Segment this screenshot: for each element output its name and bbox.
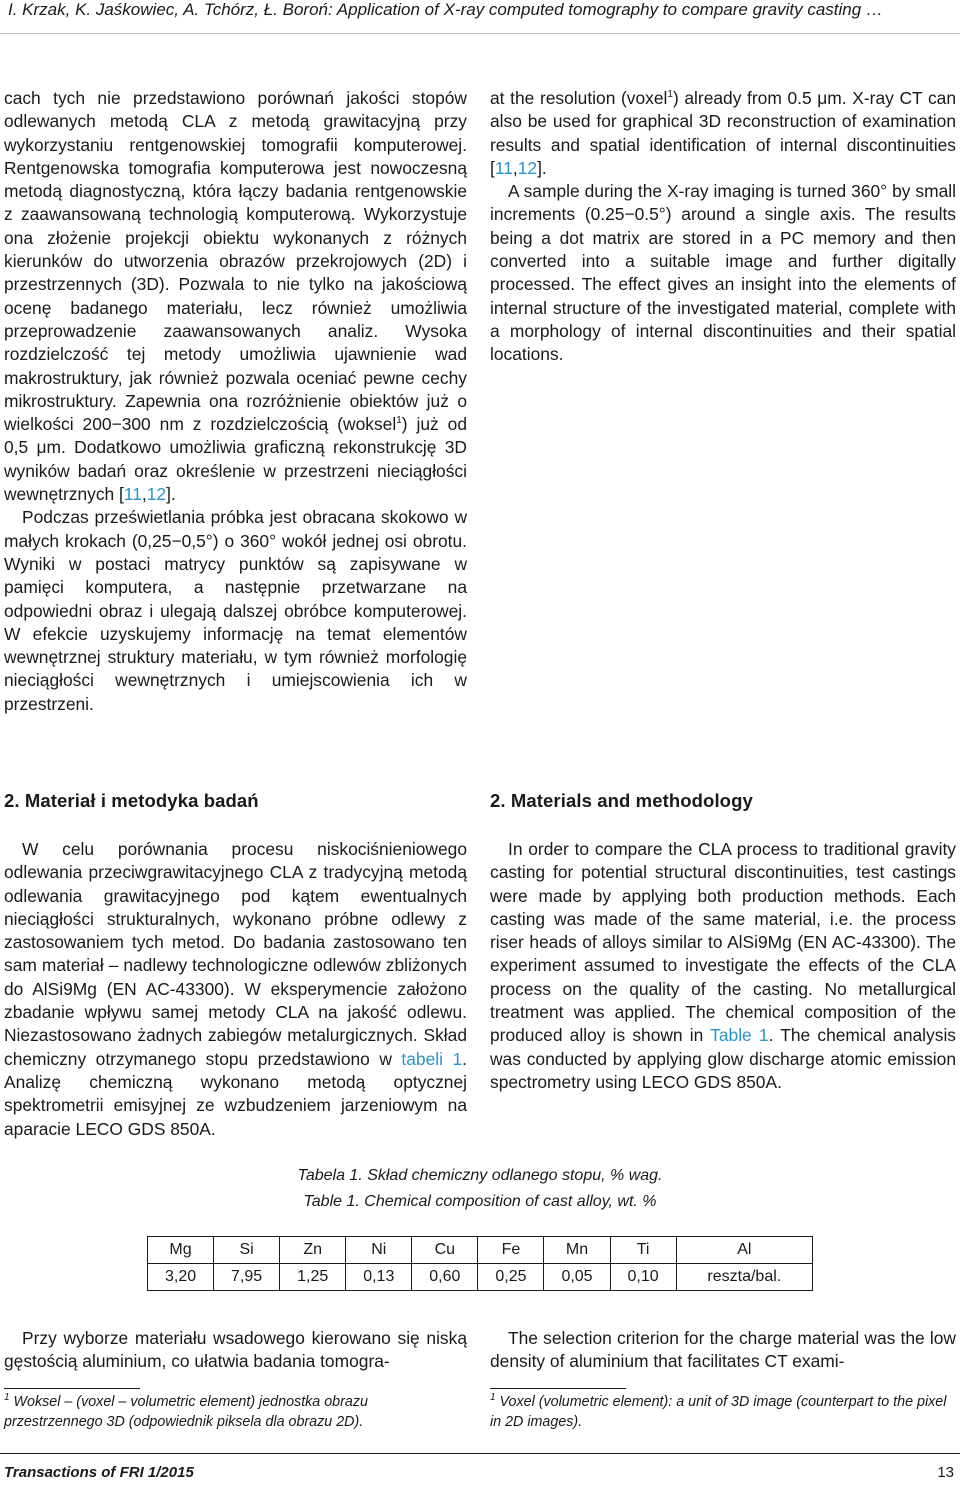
footnote-marker: 1 — [667, 89, 673, 101]
table-header-cell: Ti — [610, 1237, 676, 1264]
footnote-en-text: Voxel (volumetric element): a unit of 3D image (counterpart to the pixel in 2D images). — [490, 1394, 947, 1430]
table-header-cell: Al — [676, 1237, 812, 1264]
footnote-en — [490, 1393, 956, 1432]
section2-pl-text-b: . Analizę chemiczną wykonano metodą optycznej spektrometrii emisyjnej ze wzbudzeniem jarzeniowym na aparacie LECO GDS 850A. — [4, 1048, 468, 1139]
intro-pl-paragraph-1 — [4, 87, 467, 506]
section2-en-text-b: . The chemical analysis was conducted by applying glow discharge atomic emission spectrometry using LECO GDS 850A. — [490, 1025, 957, 1092]
intro-polish-column — [4, 87, 467, 716]
table-1-link-pl[interactable]: tabeli 1 — [401, 1048, 463, 1069]
table-cell: 3,20 — [148, 1264, 214, 1291]
table-cell: 0,05 — [544, 1264, 610, 1291]
section-heading-pl: 2. Materiał i metodyka badań — [4, 790, 259, 811]
page-number: 13 — [937, 1464, 954, 1481]
citation-separator: , — [512, 157, 518, 178]
footnote-mark-en: 1 — [490, 1392, 496, 1404]
after-table-en-paragraph: The selection criterion for the charge material was the low density of aluminium that facilitates CT exami- — [490, 1328, 956, 1372]
section2-en-text: In order to compare the CLA process to traditional gravity casting for potential structural discontinuities, test castings were made by applying both production methods. Each casting was made of the same material, i.e. the process riser heads of alloys similar to AlSi9Mg (EN AC-43300). The experiment assumed to investigate the effects of the CLA process on the quality of the casting. No metallurgical treatment was applied. The chemical composition of the produced alloy is shown in — [490, 839, 956, 1046]
table-cell: 0,13 — [346, 1264, 412, 1291]
table-header-cell: Si — [214, 1237, 280, 1264]
table-cell: 0,60 — [412, 1264, 478, 1291]
intro-en-text-c: ]. — [537, 157, 547, 178]
intro-en-text: at the resolution (voxel — [490, 88, 668, 108]
citation-link-11[interactable]: 11 — [123, 484, 142, 505]
table-cell: 7,95 — [214, 1264, 280, 1291]
table-cell: 1,25 — [280, 1264, 346, 1291]
table-caption-pl: Tabela 1. Skład chemiczny odlanego stopu, % wag. — [297, 1167, 663, 1184]
section2-en-paragraph — [490, 838, 956, 1094]
footnote-rule-pl — [4, 1388, 140, 1389]
citation-separator: , — [141, 484, 147, 505]
after-table-english — [490, 1327, 956, 1374]
table-cell: 0,25 — [478, 1264, 544, 1291]
intro-pl-text: cach tych nie przedstawiono porównań jakości stopów odlewanych metodą CLA z metodą grawitacyjną przy wykorzystaniu rentgenowskiej tomografii komputerowej. Rentgenowska tomografia komputerowa jest nowoczesną metodą diagnostyczną, która łączy badania rentgenowskie z zaawansowaną technologią komputerową. Wykorzystuje ona złożenie projekcji obiektu wykonanych z różnych kierunków do utworzenia obrazów przekrojowych (2D) i przestrzennych (3D). Pozwala to nie tylko na jakościową ocenę badanego materiału, lecz również umożliwia przeprowadzenie zaawansowanych analiz. Wysoka rozdzielczość tej metody umożliwia ujawnienie wad makrostruktury, jak również pozwala oceniać pewne cechy mikrostruktury. Zapewnia ona rozróżnienie obiektów już o wielkości 200−300 nm z rozdzielczością (woksel — [4, 88, 467, 435]
section2-pl-paragraph — [4, 838, 467, 1141]
table-1-link-en[interactable]: Table 1 — [710, 1025, 769, 1046]
citation-link-12[interactable]: 12 — [146, 484, 167, 505]
table-header-cell: Ni — [346, 1237, 412, 1264]
after-table-pl-paragraph: Przy wyborze materiału wsadowego kierowano się niską gęstością aluminium, co ułatwia badania tomogra- — [4, 1328, 467, 1372]
table-header-row — [148, 1237, 813, 1264]
intro-en-paragraph-1 — [490, 87, 956, 180]
intro-pl-text-c: ]. — [166, 484, 176, 505]
section-heading-en: 2. Materials and methodology — [490, 790, 753, 811]
table-header-cell: Mn — [544, 1237, 610, 1264]
intro-en-text-b: ) already from 0.5 μm. X-ray CT can also be used for graphical 3D reconstruction of examination results and spatial identification of internal discontinuities [ — [490, 88, 956, 178]
footnote-mark-pl: 1 — [4, 1392, 10, 1404]
footer-rule — [0, 1453, 960, 1454]
footnote-pl — [4, 1393, 467, 1432]
table-header-cell: Cu — [412, 1237, 478, 1264]
chemical-composition-table — [147, 1236, 813, 1291]
footnote-marker: 1 — [396, 415, 402, 427]
table-row — [148, 1264, 813, 1291]
table-cell: reszta/bal. — [676, 1264, 812, 1291]
journal-name: Transactions of FRI 1/2015 — [4, 1464, 194, 1481]
citation-link-11[interactable]: 11 — [494, 157, 513, 178]
section2-pl-text: W celu porównania procesu niskociśnieniowego odlewania przeciwgrawitacyjnego CLA z tradycyjną metodą odlewania grawitacyjnego pod kątem ewentualnych nieciągłości strukturalnych, wykonano próbne odlewy z zastosowaniem tych metod. Do badania zastosowano ten sam materiał – nadlewy technologiczne odlewów zbliżonych do AlSi9Mg (EN AC-43300). W eksperymencie założono zbadanie wpływu samej metody CLA na jakość odlewu. Niezastosowano żadnych zabiegów metalurgicznych. Skład chemiczny otrzymanego stopu przedstawiono w — [4, 839, 467, 1069]
citation-link-12[interactable]: 12 — [517, 157, 538, 178]
running-header — [0, 0, 960, 34]
table-header-cell: Fe — [478, 1237, 544, 1264]
table-header-cell: Zn — [280, 1237, 346, 1264]
footnote-rule-en — [490, 1388, 626, 1389]
intro-pl-text-b: ) już od 0,5 μm. Dodatkowo umożliwia graficzną rekonstrukcję 3D wyników badań oraz określenie w przestrzeni nieciągłości wewnętrznych [ — [4, 414, 467, 505]
section2-polish-column — [4, 838, 467, 1141]
section2-english-column — [490, 838, 956, 1094]
intro-english-column — [490, 87, 956, 367]
intro-en-paragraph-2: A sample during the X-ray imaging is turned 360° by small increments (0.25−0.5°) around a single axis. The results being a dot matrix are stored in a PC memory and then converted into a suitable image and further digitally processed. The effect gives an insight into the elements of internal structure of the investigated material, complete with a morphology of internal discontinuities and their spatial locations. — [490, 181, 956, 365]
table-cell: 0,10 — [610, 1264, 676, 1291]
table-caption-en: Table 1. Chemical composition of cast alloy, wt. % — [303, 1193, 657, 1210]
table-header-cell: Mg — [148, 1237, 214, 1264]
running-title: I. Krzak, K. Jaśkowiec, A. Tchórz, Ł. Boroń: Application of X-ray computed tomography to compare gravity casting … — [8, 0, 883, 19]
intro-pl-paragraph-2: Podczas prześwietlania próbka jest obracana skokowo w małych krokach (0,25−0,5°) o 360° wokół jednej osi obrotu. Wyniki w postaci matrycy punktów są zapisywane w pamięci komputera, a następnie przetwarzane na odpowiedni obraz i ulegają dalszej obróbce komputerowej. W efekcie uzyskujemy informację na temat elementów wewnętrznej struktury materiału, w tym również morfologię nieciągłości wewnętrznych i umiejscowienia ich w przestrzeni. — [4, 507, 467, 714]
footnote-pl-text: Woksel – (voxel – volumetric element) jednostka obrazu przestrzennego 3D (odpowiednik piksela dla obrazu 2D). — [4, 1394, 368, 1430]
after-table-polish — [4, 1327, 467, 1374]
